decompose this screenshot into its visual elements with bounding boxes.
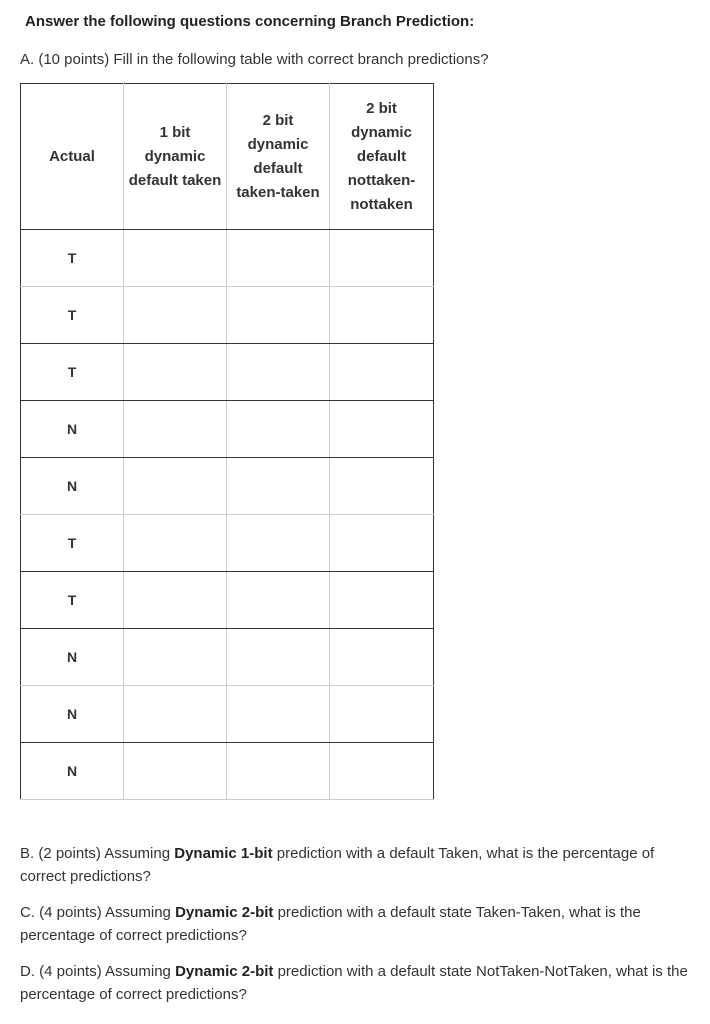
header-2bit-default-nottaken-nottaken	[330, 84, 434, 230]
part-b-prefix: B. (2 points) Assuming	[20, 845, 175, 862]
header-line: 1 bit	[159, 123, 191, 141]
table-row	[21, 515, 434, 572]
prediction-cell[interactable]	[124, 686, 227, 743]
prediction-cell[interactable]	[227, 515, 330, 572]
prediction-cell[interactable]	[330, 572, 434, 629]
table-row	[21, 572, 434, 629]
header-1bit-default-taken	[124, 84, 227, 230]
actual-outcome-cell: N	[21, 458, 124, 515]
part-c-question	[20, 901, 700, 947]
actual-outcome-cell: T	[21, 572, 124, 629]
actual-outcome-cell: N	[21, 743, 124, 800]
prediction-cell[interactable]	[227, 230, 330, 287]
header-2bit-default-taken-taken	[227, 84, 330, 230]
page-title: Answer the following questions concerning Branch Prediction:	[25, 13, 475, 30]
prediction-cell[interactable]	[227, 287, 330, 344]
actual-outcome-cell: T	[21, 344, 124, 401]
part-b-bold: Dynamic 1-bit	[174, 845, 273, 862]
part-c-suffix: prediction with a default state Taken-Taken, what is the percentage of correct predictions?	[20, 904, 641, 944]
prediction-cell[interactable]	[124, 401, 227, 458]
prediction-cell[interactable]	[330, 743, 434, 800]
prediction-cell[interactable]	[124, 287, 227, 344]
part-a-question: A. (10 points) Fill in the following table with correct branch predictions?	[20, 51, 489, 68]
header-line: dynamic	[144, 147, 206, 165]
prediction-cell[interactable]	[227, 401, 330, 458]
table-row	[21, 401, 434, 458]
header-line: nottaken-	[347, 171, 416, 189]
header-line: dynamic	[351, 123, 412, 141]
actual-outcome-cell: T	[21, 515, 124, 572]
part-c-bold: Dynamic 2-bit	[175, 904, 274, 921]
header-line: 2 bit	[366, 99, 397, 117]
header-line: default	[253, 159, 303, 177]
header-line: taken-taken	[236, 183, 320, 201]
actual-outcome-cell: N	[21, 401, 124, 458]
prediction-cell[interactable]	[227, 344, 330, 401]
actual-outcome-cell: N	[21, 686, 124, 743]
prediction-cell[interactable]	[124, 743, 227, 800]
header-line: default	[356, 147, 407, 165]
prediction-cell[interactable]	[227, 572, 330, 629]
prediction-cell[interactable]	[227, 686, 330, 743]
table-row	[21, 458, 434, 515]
prediction-cell[interactable]	[330, 401, 434, 458]
prediction-cell[interactable]	[124, 572, 227, 629]
prediction-cell[interactable]	[124, 458, 227, 515]
prediction-cell[interactable]	[124, 230, 227, 287]
table-row	[21, 344, 434, 401]
part-b-suffix: prediction with a default Taken, what is the percentage of correct predictions?	[20, 845, 655, 885]
prediction-cell[interactable]	[330, 629, 434, 686]
part-d-prefix: D. (4 points) Assuming	[20, 963, 176, 980]
table-row	[21, 743, 434, 800]
prediction-cell[interactable]	[124, 629, 227, 686]
branch-prediction-table	[20, 83, 434, 800]
header-line: Actual	[49, 147, 95, 165]
prediction-cell[interactable]	[330, 458, 434, 515]
prediction-cell[interactable]	[330, 515, 434, 572]
actual-outcome-cell: N	[21, 629, 124, 686]
prediction-cell[interactable]	[227, 743, 330, 800]
part-c-prefix: C. (4 points) Assuming	[20, 904, 176, 921]
header-line: default taken	[128, 171, 222, 189]
prediction-cell[interactable]	[227, 629, 330, 686]
prediction-cell[interactable]	[330, 287, 434, 344]
header-line: dynamic	[247, 135, 309, 153]
actual-outcome-cell: T	[21, 230, 124, 287]
prediction-cell[interactable]	[227, 458, 330, 515]
part-b-question	[20, 842, 700, 888]
table-row	[21, 686, 434, 743]
part-d-suffix: prediction with a default state NotTaken-NotTaken, what is the percentage of correct predictions?	[20, 963, 688, 1003]
table-row	[21, 230, 434, 287]
header-line: nottaken	[350, 195, 413, 213]
prediction-cell[interactable]	[330, 344, 434, 401]
table-row	[21, 287, 434, 344]
prediction-cell[interactable]	[124, 515, 227, 572]
header-actual	[21, 84, 124, 230]
part-d-bold: Dynamic 2-bit	[175, 963, 274, 980]
prediction-cell[interactable]	[124, 344, 227, 401]
actual-outcome-cell: T	[21, 287, 124, 344]
prediction-cell[interactable]	[330, 686, 434, 743]
table-header-row	[21, 84, 434, 230]
part-d-question	[20, 960, 705, 1006]
table-row	[21, 629, 434, 686]
prediction-cell[interactable]	[330, 230, 434, 287]
header-line: 2 bit	[262, 111, 294, 129]
